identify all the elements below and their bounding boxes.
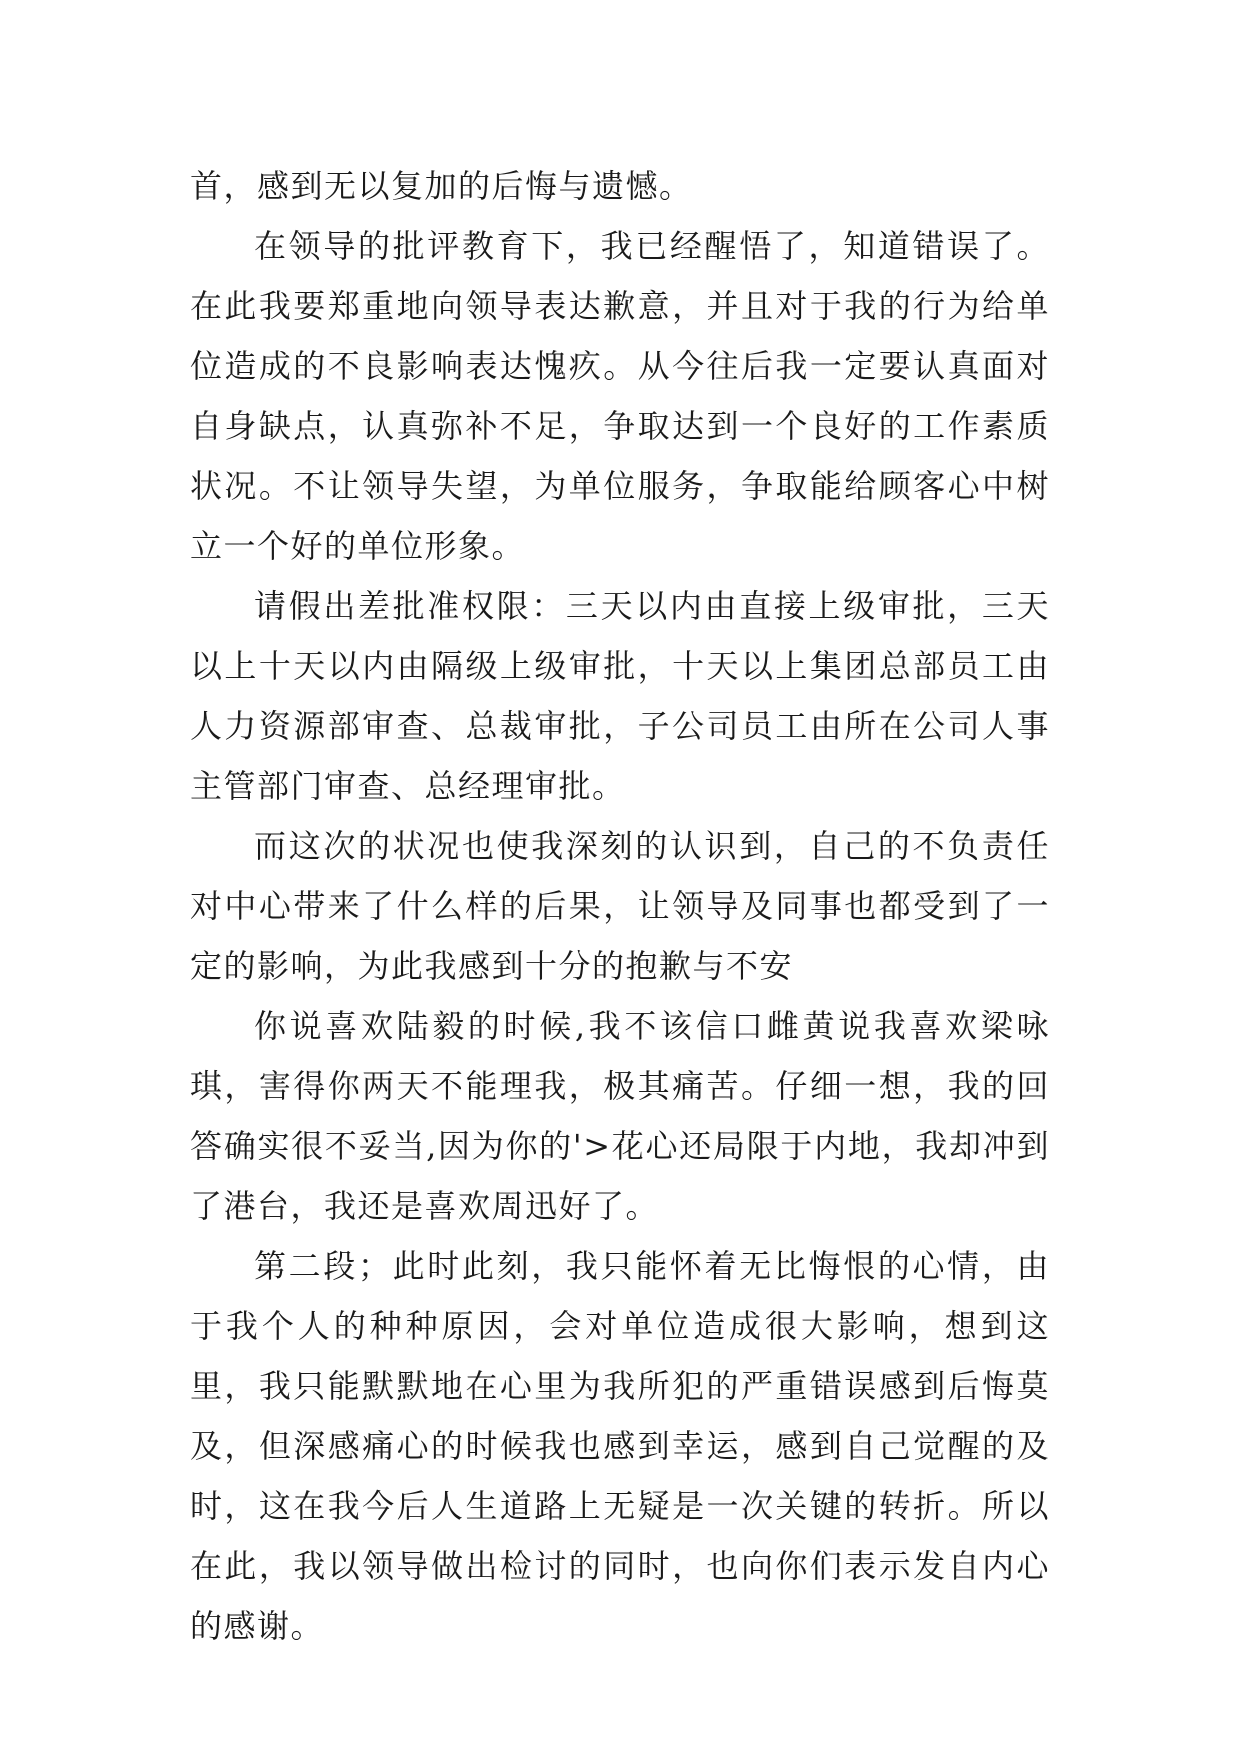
paragraph-1: 首，感到无以复加的后悔与遗憾。 bbox=[190, 167, 693, 205]
paragraph-5: 你说喜欢陆毅的时候,我不该信口雌黄说我喜欢梁咏琪，害得你两天不能理我，极其痛苦。仔细一想，我的回答确实很不妥当,因为你的'>花心还局限于内地，我却冲到了港台，我还是喜欢周迅好了。 bbox=[190, 1007, 1050, 1225]
paragraph-4: 而这次的状况也使我深刻的认识到，自己的不负责任对中心带来了什么样的后果，让领导及同事也都受到了一定的影响，为此我感到十分的抱歉与不安 bbox=[190, 827, 1050, 985]
paragraph-6: 第二段；此时此刻，我只能怀着无比悔恨的心情，由于我个人的种种原因，会对单位造成很大影响，想到这里，我只能默默地在心里为我所犯的严重错误感到后悔莫及，但深感痛心的时候我也感到幸运，感到自己觉醒的及时，这在我今后人生道路上无疑是一次关键的转折。所以在此，我以领导做出检讨的同时，也向你们表示发自内心的感谢。 bbox=[190, 1247, 1050, 1645]
paragraph-2: 在领导的批评教育下，我已经醒悟了，知道错误了。在此我要郑重地向领导表达歉意，并且对于我的行为给单位造成的不良影响表达愧疚。从今往后我一定要认真面对自身缺点，认真弥补不足，争取达到一个良好的工作素质状况。不让领导失望，为单位服务，争取能给顾客心中树立一个好的单位形象。 bbox=[190, 227, 1050, 565]
paragraph-3: 请假出差批准权限：三天以内由直接上级审批，三天以上十天以内由隔级上级审批，十天以上集团总部员工由人力资源部审查、总裁审批，子公司员工由所在公司人事主管部门审查、总经理审批。 bbox=[190, 587, 1050, 805]
document-body bbox=[190, 156, 1050, 1656]
